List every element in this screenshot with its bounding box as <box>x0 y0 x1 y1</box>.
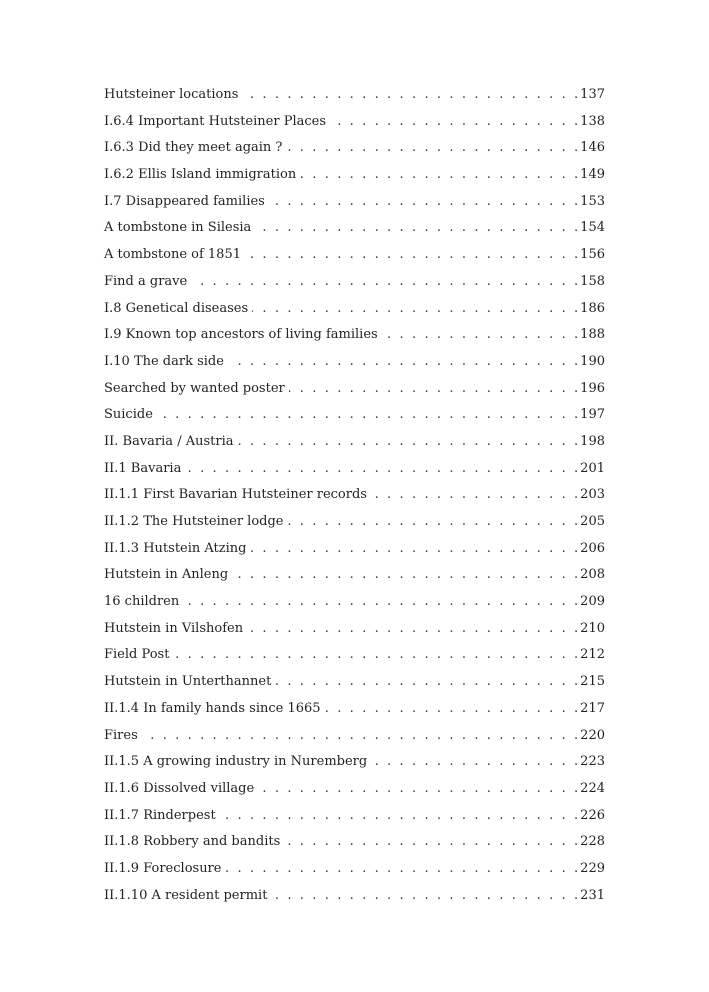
toc-entry-title: II.1.3 Hutstein Atzing <box>104 540 247 556</box>
toc-entry[interactable] <box>104 696 605 723</box>
toc-entry-title: A tombstone of 1851 <box>104 247 241 263</box>
toc-entry[interactable] <box>104 482 605 509</box>
toc-entry[interactable] <box>104 296 605 323</box>
toc-entry-page: 224 <box>580 780 605 796</box>
toc-entry[interactable] <box>104 376 605 403</box>
toc-entry[interactable] <box>104 135 605 162</box>
toc-entry-title: Fires <box>104 727 138 743</box>
toc-dot-leader <box>382 322 578 349</box>
toc-entry-title: II.1.2 The Hutsteiner lodge <box>104 514 284 529</box>
toc-entry[interactable] <box>104 776 605 803</box>
toc-entry-page: 231 <box>580 887 605 903</box>
toc-entry-title: I.9 Known top ancestors of living families <box>104 327 378 343</box>
toc-entry[interactable] <box>104 642 605 669</box>
toc-dot-leader <box>258 776 578 803</box>
toc-entry-title: I.10 The dark side <box>104 353 224 369</box>
toc-entry[interactable] <box>104 829 605 856</box>
toc-dot-leader <box>185 456 578 483</box>
toc-entry[interactable] <box>104 322 605 349</box>
toc-entry[interactable] <box>104 509 605 536</box>
toc-entry[interactable] <box>104 669 605 696</box>
toc-entry-page: 196 <box>580 380 605 396</box>
toc-dot-leader <box>242 82 578 109</box>
toc-dot-leader <box>183 589 578 616</box>
toc-dot-leader <box>371 749 578 776</box>
toc-entry-title: Hutstein in Vilshofen <box>104 620 244 636</box>
toc-dot-leader <box>237 429 578 456</box>
toc-entry[interactable] <box>104 803 605 830</box>
toc-entry-title: Field Post <box>104 647 170 663</box>
toc-dot-leader <box>225 856 578 883</box>
toc-dot-leader <box>232 562 578 589</box>
toc-entry-page: 217 <box>580 700 605 716</box>
toc-entry-title: II.1.6 Dissolved village <box>104 780 255 796</box>
toc-entry-page: 197 <box>580 407 605 423</box>
toc-entry[interactable] <box>104 349 605 376</box>
toc-entry[interactable] <box>104 189 605 216</box>
toc-entry-title: II. Bavaria / Austria <box>104 433 234 449</box>
toc-entry-page: 158 <box>580 273 605 289</box>
toc-entry-page: 208 <box>580 567 605 583</box>
toc-entry-title: II.1.9 Foreclosure <box>104 860 222 876</box>
toc-entry[interactable] <box>104 456 605 483</box>
toc-entry-title: Searched by wanted poster <box>104 380 285 396</box>
toc-entry-page: 209 <box>580 594 605 610</box>
toc-entry[interactable] <box>104 429 605 456</box>
toc-entry[interactable] <box>104 883 605 910</box>
toc-dot-leader <box>325 696 579 723</box>
toc-entry-page: 228 <box>580 834 605 850</box>
toc-entry-page: 188 <box>580 327 605 343</box>
toc-entry-page: 229 <box>580 860 605 876</box>
toc-dot-leader <box>284 829 578 856</box>
toc-dot-leader <box>330 109 578 136</box>
toc-entry-title: II.1.1 First Bavarian Hutsteiner records <box>104 487 367 503</box>
toc-entry[interactable] <box>104 242 605 269</box>
toc-dot-leader <box>252 296 578 323</box>
toc-dot-leader <box>271 883 578 910</box>
toc-dot-leader <box>289 376 578 403</box>
toc-dot-leader <box>288 509 579 536</box>
toc-entry[interactable] <box>104 536 605 563</box>
toc-dot-leader <box>247 616 578 643</box>
toc-dot-leader <box>245 242 578 269</box>
toc-entry[interactable] <box>104 562 605 589</box>
toc-entry[interactable] <box>104 749 605 776</box>
toc-entry-title: I.6.2 Ellis Island immigration <box>104 167 297 183</box>
toc-entry-title: II.1.10 A resident permit <box>104 887 268 903</box>
toc-entry-page: 206 <box>580 540 605 556</box>
toc-dot-leader <box>191 269 578 296</box>
toc-dot-leader <box>142 723 578 750</box>
toc-entry-title: Hutstein in Anleng <box>104 567 229 583</box>
toc-entry[interactable] <box>104 269 605 296</box>
toc-entry-page: 156 <box>580 247 605 263</box>
toc-entry-title: II.1.5 A growing industry in Nuremberg <box>104 754 368 770</box>
toc-entry-title: Hutstein in Unterthannet <box>104 674 272 690</box>
toc-entry-title: II.1.8 Robbery and bandits <box>104 834 281 850</box>
toc-entry[interactable] <box>104 215 605 242</box>
toc-entry-title: I.6.4 Important Hutsteiner Places <box>104 113 326 129</box>
toc-entry[interactable] <box>104 616 605 643</box>
toc-entry-title: Find a grave <box>104 273 188 289</box>
toc-entry[interactable] <box>104 402 605 429</box>
toc-entry-page: 153 <box>580 193 605 209</box>
toc-entry[interactable] <box>104 589 605 616</box>
toc-dot-leader <box>269 189 578 216</box>
toc-dot-leader <box>371 482 578 509</box>
toc-entry-page: 146 <box>580 140 605 156</box>
toc-entry-title: II.1.4 In family hands since 1665 <box>104 700 321 716</box>
toc-entry-title: I.7 Disappeared families <box>104 193 265 209</box>
toc-entry-title: II.1.7 Rinderpest <box>104 807 216 823</box>
toc-entry-page: 190 <box>580 353 605 369</box>
toc-entry-page: 220 <box>580 727 605 743</box>
toc-dot-leader <box>275 669 578 696</box>
toc-entry-page: 215 <box>580 674 605 690</box>
toc-entry[interactable] <box>104 82 605 109</box>
toc-entry-title: II.1 Bavaria <box>104 460 182 476</box>
toc-entry-page: 198 <box>580 433 605 449</box>
toc-entry-page: 226 <box>580 807 605 823</box>
toc-entry-page: 223 <box>580 754 605 770</box>
toc-dot-leader <box>300 162 578 189</box>
toc-entry[interactable] <box>104 723 605 750</box>
toc-dot-leader <box>228 349 578 376</box>
toc-entry-title: Hutsteiner locations <box>104 87 239 102</box>
toc-dot-leader <box>286 135 578 162</box>
toc-entry[interactable] <box>104 856 605 883</box>
toc-entry-page: 201 <box>580 460 605 476</box>
toc-entry[interactable] <box>104 162 605 189</box>
toc-dot-leader <box>173 642 578 669</box>
table-of-contents <box>104 82 605 909</box>
toc-entry-page: 210 <box>580 620 605 636</box>
toc-entry-title: I.8 Genetical diseases <box>104 300 249 316</box>
toc-entry-title: I.6.3 Did they meet again ? <box>104 140 283 156</box>
toc-dot-leader <box>250 536 578 563</box>
toc-entry-page: 138 <box>580 113 605 129</box>
toc-dot-leader <box>255 215 578 242</box>
toc-entry-title: 16 children <box>104 594 180 610</box>
toc-entry-page: 212 <box>580 647 605 663</box>
toc-entry-title: Suicide <box>104 407 153 423</box>
toc-dot-leader <box>157 402 578 429</box>
toc-entry-title: A tombstone in Silesia <box>104 220 252 236</box>
toc-entry-page: 203 <box>580 487 605 503</box>
toc-entry[interactable] <box>104 109 605 136</box>
toc-dot-leader <box>220 803 579 830</box>
toc-entry-page: 154 <box>580 220 605 236</box>
toc-entry-page: 149 <box>580 167 605 183</box>
toc-entry-page: 137 <box>580 87 605 102</box>
toc-entry-page: 205 <box>580 514 605 529</box>
toc-entry-page: 186 <box>580 300 605 316</box>
